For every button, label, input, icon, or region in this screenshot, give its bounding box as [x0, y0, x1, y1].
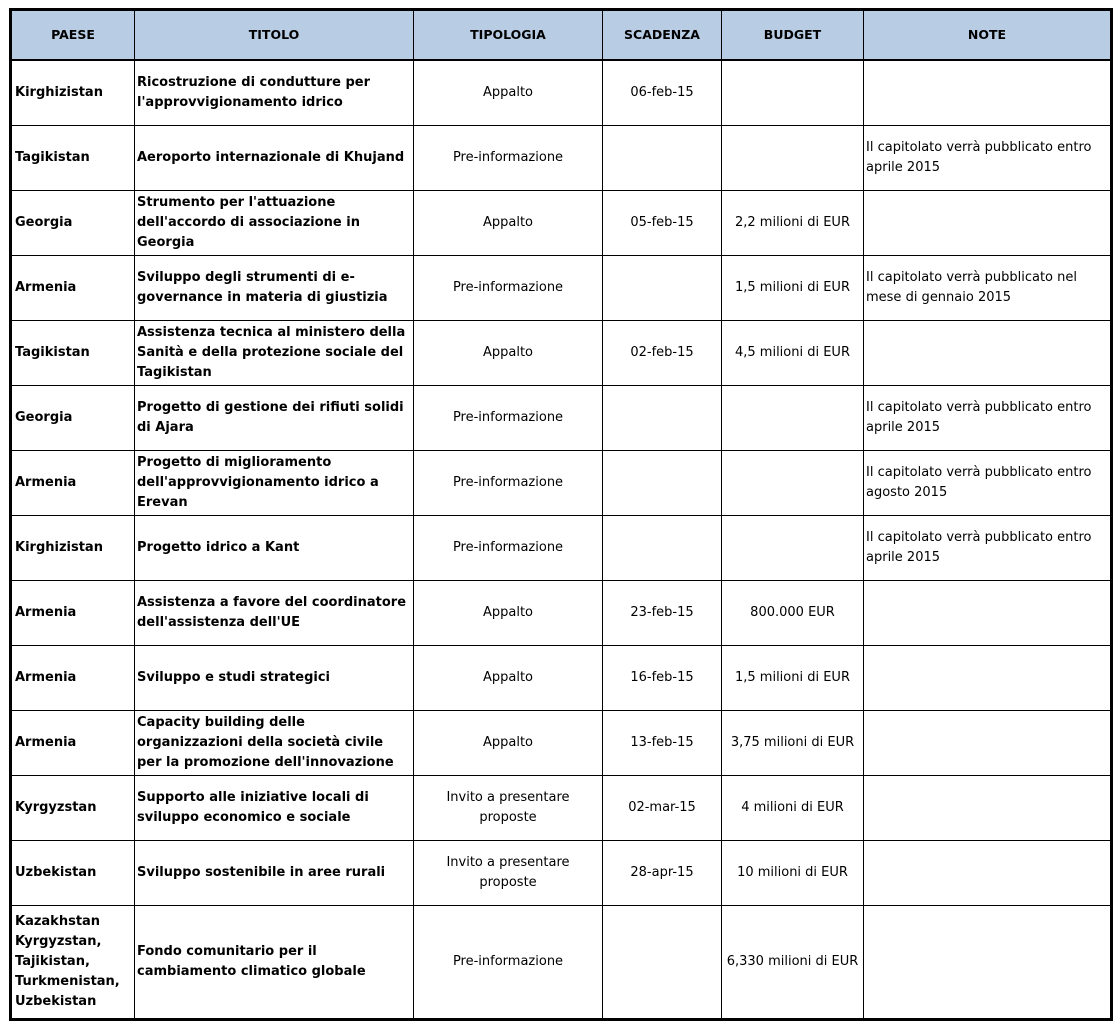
- cell-paese: Georgia: [11, 191, 135, 256]
- cell-scadenza: 02-feb-15: [603, 321, 722, 386]
- cell-titolo: Strumento per l'attuazione dell'accordo di associazione in Georgia: [135, 191, 414, 256]
- cell-tipologia: Invito a presentare proposte: [414, 776, 603, 841]
- cell-budget: 800.000 EUR: [722, 581, 864, 646]
- cell-titolo: Progetto di miglioramento dell'approvvigionamento idrico a Erevan: [135, 451, 414, 516]
- cell-budget: [722, 126, 864, 191]
- cell-budget: 1,5 milioni di EUR: [722, 646, 864, 711]
- cell-note: Il capitolato verrà pubblicato entro aprile 2015: [864, 126, 1112, 191]
- cell-paese: Kyrgyzstan: [11, 776, 135, 841]
- table-row: [11, 191, 1112, 256]
- cell-note: Il capitolato verrà pubblicato entro aprile 2015: [864, 386, 1112, 451]
- cell-note: Il capitolato verrà pubblicato entro aprile 2015: [864, 516, 1112, 581]
- country-line: Turkmenistan,: [15, 974, 120, 989]
- country-line: Uzbekistan: [15, 994, 97, 1009]
- cell-scadenza: [603, 126, 722, 191]
- cell-budget: 4,5 milioni di EUR: [722, 321, 864, 386]
- table-row: [11, 451, 1112, 516]
- table-row: [11, 386, 1112, 451]
- cell-scadenza: 28-apr-15: [603, 841, 722, 906]
- cell-scadenza: 23-feb-15: [603, 581, 722, 646]
- cell-budget: 4 milioni di EUR: [722, 776, 864, 841]
- sheet-area: [9, 8, 1113, 1021]
- tender-table: [9, 8, 1113, 1021]
- cell-tipologia: Pre-informazione: [414, 126, 603, 191]
- cell-note: Il capitolato verrà pubblicato entro agosto 2015: [864, 451, 1112, 516]
- cell-paese: Armenia: [11, 646, 135, 711]
- table-row: [11, 711, 1112, 776]
- table-row: [11, 841, 1112, 906]
- country-line: Kyrgyzstan,: [15, 934, 102, 949]
- cell-note: [864, 841, 1112, 906]
- cell-budget: 6,330 milioni di EUR: [722, 906, 864, 1020]
- cell-scadenza: 05-feb-15: [603, 191, 722, 256]
- table-row: [11, 60, 1112, 126]
- table-row: [11, 776, 1112, 841]
- cell-scadenza: 06-feb-15: [603, 60, 722, 126]
- cell-scadenza: [603, 451, 722, 516]
- cell-tipologia: Pre-informazione: [414, 451, 603, 516]
- cell-scadenza: 13-feb-15: [603, 711, 722, 776]
- table-row: [11, 126, 1112, 191]
- cell-budget: 3,75 milioni di EUR: [722, 711, 864, 776]
- cell-budget: [722, 386, 864, 451]
- cell-note: [864, 776, 1112, 841]
- cell-budget: [722, 451, 864, 516]
- table-row: [11, 516, 1112, 581]
- cell-note: [864, 321, 1112, 386]
- cell-note: [864, 646, 1112, 711]
- cell-paese: Armenia: [11, 711, 135, 776]
- cell-paese: Armenia: [11, 451, 135, 516]
- cell-tipologia: Appalto: [414, 321, 603, 386]
- header-row: [11, 10, 1112, 61]
- cell-paese: Armenia: [11, 581, 135, 646]
- cell-tipologia: Pre-informazione: [414, 906, 603, 1020]
- cell-scadenza: 16-feb-15: [603, 646, 722, 711]
- cell-note: [864, 906, 1112, 1020]
- cell-titolo: Progetto di gestione dei rifiuti solidi di Ajara: [135, 386, 414, 451]
- cell-note: [864, 711, 1112, 776]
- cell-paese: Armenia: [11, 256, 135, 321]
- cell-budget: [722, 516, 864, 581]
- cell-paese: Georgia: [11, 386, 135, 451]
- cell-budget: 2,2 milioni di EUR: [722, 191, 864, 256]
- cell-note: [864, 191, 1112, 256]
- header-scadenza: SCADENZA: [603, 10, 722, 61]
- cell-note: [864, 581, 1112, 646]
- cell-titolo: Sviluppo degli strumenti di e-governance in materia di giustizia: [135, 256, 414, 321]
- cell-tipologia: Appalto: [414, 60, 603, 126]
- cell-note: Il capitolato verrà pubblicato nel mese di gennaio 2015: [864, 256, 1112, 321]
- cell-tipologia: Appalto: [414, 581, 603, 646]
- cell-budget: 1,5 milioni di EUR: [722, 256, 864, 321]
- cell-tipologia: Pre-informazione: [414, 386, 603, 451]
- cell-tipologia: Appalto: [414, 646, 603, 711]
- country-line: Kazakhstan: [15, 914, 101, 929]
- table-row: [11, 256, 1112, 321]
- header-titolo: TITOLO: [135, 10, 414, 61]
- cell-titolo: Capacity building delle organizzazioni della società civile per la promozione dell'innovazione: [135, 711, 414, 776]
- table-row: [11, 581, 1112, 646]
- cell-paese: Tagikistan: [11, 126, 135, 191]
- header-budget: BUDGET: [722, 10, 864, 61]
- cell-titolo: Sviluppo e studi strategici: [135, 646, 414, 711]
- cell-tipologia: Pre-informazione: [414, 516, 603, 581]
- table-row: [11, 646, 1112, 711]
- cell-titolo: Fondo comunitario per il cambiamento climatico globale: [135, 906, 414, 1020]
- cell-titolo: Supporto alle iniziative locali di sviluppo economico e sociale: [135, 776, 414, 841]
- cell-scadenza: [603, 386, 722, 451]
- cell-titolo: Sviluppo sostenibile in aree rurali: [135, 841, 414, 906]
- cell-tipologia: Appalto: [414, 711, 603, 776]
- cell-scadenza: [603, 256, 722, 321]
- cell-tipologia: Appalto: [414, 191, 603, 256]
- cell-titolo: Progetto idrico a Kant: [135, 516, 414, 581]
- cell-scadenza: [603, 906, 722, 1020]
- cell-titolo: Assistenza a favore del coordinatore dell'assistenza dell'UE: [135, 581, 414, 646]
- header-paese: PAESE: [11, 10, 135, 61]
- cell-titolo: Aeroporto internazionale di Khujand: [135, 126, 414, 191]
- cell-paese: Tagikistan: [11, 321, 135, 386]
- cell-tipologia: Pre-informazione: [414, 256, 603, 321]
- cell-paese: Kirghizistan: [11, 60, 135, 126]
- cell-scadenza: 02-mar-15: [603, 776, 722, 841]
- cell-titolo: Assistenza tecnica al ministero della Sanità e della protezione sociale del Tagikistan: [135, 321, 414, 386]
- cell-titolo: Ricostruzione di condutture per l'approvvigionamento idrico: [135, 60, 414, 126]
- cell-paese: [11, 906, 135, 1020]
- table-row: [11, 906, 1112, 1020]
- cell-budget: 10 milioni di EUR: [722, 841, 864, 906]
- cell-paese: Kirghizistan: [11, 516, 135, 581]
- cell-budget: [722, 60, 864, 126]
- cell-scadenza: [603, 516, 722, 581]
- table-row: [11, 321, 1112, 386]
- cell-paese: Uzbekistan: [11, 841, 135, 906]
- country-line: Tajikistan,: [15, 954, 90, 969]
- header-tipologia: TIPOLOGIA: [414, 10, 603, 61]
- cell-note: [864, 60, 1112, 126]
- header-note: NOTE: [864, 10, 1112, 61]
- cell-tipologia: Invito a presentare proposte: [414, 841, 603, 906]
